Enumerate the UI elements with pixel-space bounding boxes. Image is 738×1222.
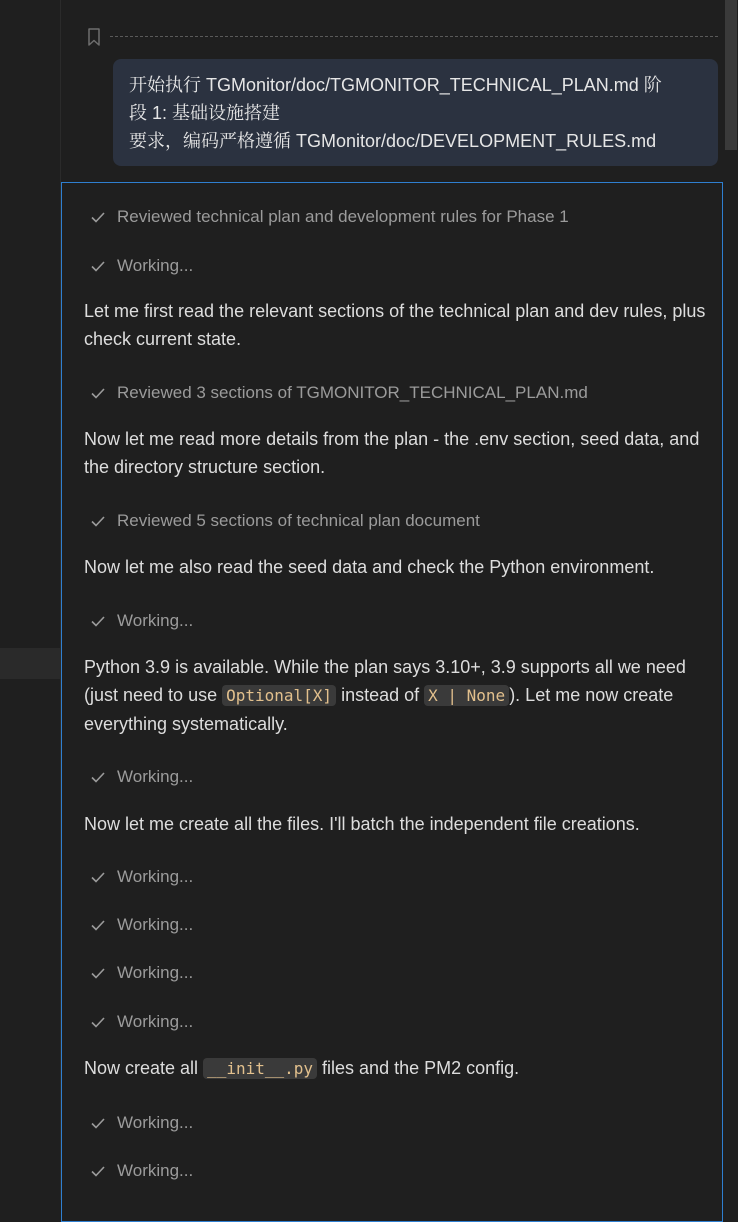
tool-step[interactable] bbox=[90, 510, 480, 532]
paragraph-text: Python 3.9 is available. While the plan says 3.10+, 3.9 supports all we need (just need to use bbox=[84, 657, 686, 705]
left-panel-highlight bbox=[0, 648, 60, 679]
tool-step[interactable] bbox=[90, 206, 569, 228]
step-label: Working... bbox=[117, 767, 194, 786]
check-icon bbox=[90, 513, 106, 529]
tool-step[interactable] bbox=[90, 914, 193, 936]
check-icon bbox=[90, 769, 106, 785]
paragraph-text: instead of bbox=[336, 685, 425, 705]
step-label: Working... bbox=[117, 963, 194, 982]
checkpoint-divider bbox=[110, 36, 718, 37]
assistant-paragraph bbox=[84, 1054, 719, 1083]
tool-step[interactable] bbox=[90, 1160, 193, 1182]
user-message[interactable] bbox=[113, 59, 718, 166]
step-label: Reviewed technical plan and development rules for Phase 1 bbox=[117, 207, 569, 226]
assistant-paragraph: Let me first read the relevant sections of the technical plan and dev rules, plus check current state. bbox=[84, 301, 706, 349]
check-icon bbox=[90, 1163, 106, 1179]
inline-code: Optional[X] bbox=[222, 685, 336, 706]
tool-step[interactable] bbox=[90, 766, 193, 788]
scrollbar-thumb[interactable] bbox=[725, 0, 737, 150]
paragraph-text: ). Let me now create everything systematically. bbox=[84, 685, 674, 734]
check-icon bbox=[90, 1115, 106, 1131]
tool-step[interactable] bbox=[90, 1011, 193, 1033]
left-panel bbox=[0, 0, 60, 1200]
step-label: Working... bbox=[117, 611, 194, 630]
assistant-paragraph: Now let me create all the files. I'll batch the independent file creations. bbox=[84, 814, 640, 834]
check-icon bbox=[90, 869, 106, 885]
step-label: Working... bbox=[117, 1012, 194, 1031]
check-icon bbox=[90, 209, 106, 225]
user-message-line: 开始执行 TGMonitor/doc/TGMONITOR_TECHNICAL_PLAN.md 阶 bbox=[129, 75, 662, 95]
tool-step[interactable] bbox=[90, 866, 193, 888]
step-label: Working... bbox=[117, 256, 194, 275]
paragraph-text: files and the PM2 config. bbox=[317, 1058, 520, 1078]
inline-code: X | None bbox=[424, 685, 509, 706]
step-label: Reviewed 5 sections of technical plan document bbox=[117, 511, 480, 530]
tool-step[interactable] bbox=[90, 1112, 193, 1134]
tool-step[interactable] bbox=[90, 962, 193, 984]
assistant-paragraph: Now let me read more details from the plan - the .env section, seed data, and the directory structure section. bbox=[84, 429, 700, 477]
assistant-paragraph bbox=[84, 653, 719, 738]
check-icon bbox=[90, 917, 106, 933]
tool-step[interactable] bbox=[90, 382, 588, 404]
step-label: Working... bbox=[117, 915, 194, 934]
assistant-paragraph: Now let me also read the seed data and check the Python environment. bbox=[84, 557, 655, 577]
scrollbar-track[interactable] bbox=[724, 0, 738, 1200]
step-label: Reviewed 3 sections of TGMONITOR_TECHNICAL_PLAN.md bbox=[117, 383, 588, 402]
tool-step[interactable] bbox=[90, 610, 193, 632]
inline-code: __init__.py bbox=[203, 1058, 317, 1079]
tool-step[interactable] bbox=[90, 255, 193, 277]
step-label: Working... bbox=[117, 1161, 194, 1180]
bookmark-icon[interactable] bbox=[86, 28, 102, 46]
user-message-line: 段 1: 基础设施搭建 bbox=[129, 103, 281, 123]
user-message-line: 要求，编码严格遵循 TGMonitor/doc/DEVELOPMENT_RULES.md bbox=[129, 131, 657, 151]
check-icon bbox=[90, 385, 106, 401]
check-icon bbox=[90, 1014, 106, 1030]
step-label: Working... bbox=[117, 1113, 194, 1132]
check-icon bbox=[90, 613, 106, 629]
check-icon bbox=[90, 258, 106, 274]
paragraph-text: Now create all bbox=[84, 1058, 204, 1078]
check-icon bbox=[90, 965, 106, 981]
step-label: Working... bbox=[117, 867, 194, 886]
